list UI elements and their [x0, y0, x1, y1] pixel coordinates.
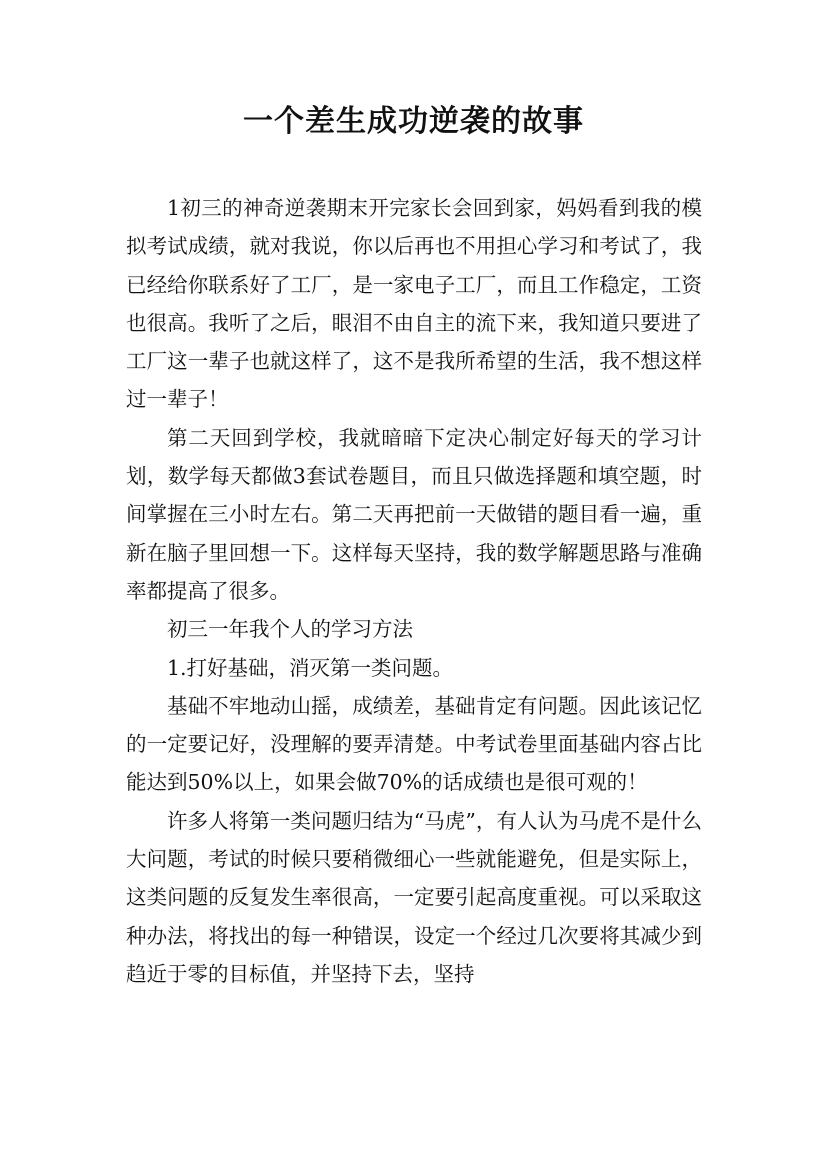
document-body — [126, 189, 702, 993]
paragraph-basics: 基础不牢地动山摇，成绩差，基础肯定有问题。因此该记忆的一定要记好，没理解的要弄清楚。中考试卷里面基础内容占比能达到50%以上，如果会做70%的话成绩也是很可观的！ — [126, 693, 702, 795]
page-title: 一个差生成功逆袭的故事 — [243, 104, 584, 139]
paragraph-carelessness: 许多人将第一类问题归结为“马虎”，有人认为马虎不是什么大问题，考试的时候只要稍微细心一些就能避免，但是实际上，这类问题的反复发生率很高，一定要引起高度重视。可以采取这种办法，将找出的每一种错误，设定一个经过几次要将其减少到趋近于零的目标值，并坚持下去，坚持 — [126, 808, 702, 986]
paragraph-study-plan: 第二天回到学校，我就暗暗下定决心制定好每天的学习计划，数学每天都做3套试卷题目，而且只做选择题和填空题，时间掌握在三小时左右。第二天再把前一天做错的题目看一遍，重新在脑子里回想一下。这样每天坚持，我的数学解题思路与准确率都提高了很多。 — [126, 425, 702, 603]
section-heading-methods: 初三一年我个人的学习方法 — [167, 617, 413, 642]
paragraph-story-intro: 1初三的神奇逆袭期末开完家长会回到家，妈妈看到我的模拟考试成绩，就对我说，你以后再也不用担心学习和考试了，我已经给你联系好了工厂，是一家电子工厂，而且工作稳定，工资也很高。我听了之后，眼泪不由自主的流下来，我知道只要进了工厂这一辈子也就这样了，这不是我所希望的生活，我不想这样过一辈子！ — [126, 196, 702, 412]
section-heading-basics: 1.打好基础，消灭第一类问题。 — [167, 655, 454, 680]
